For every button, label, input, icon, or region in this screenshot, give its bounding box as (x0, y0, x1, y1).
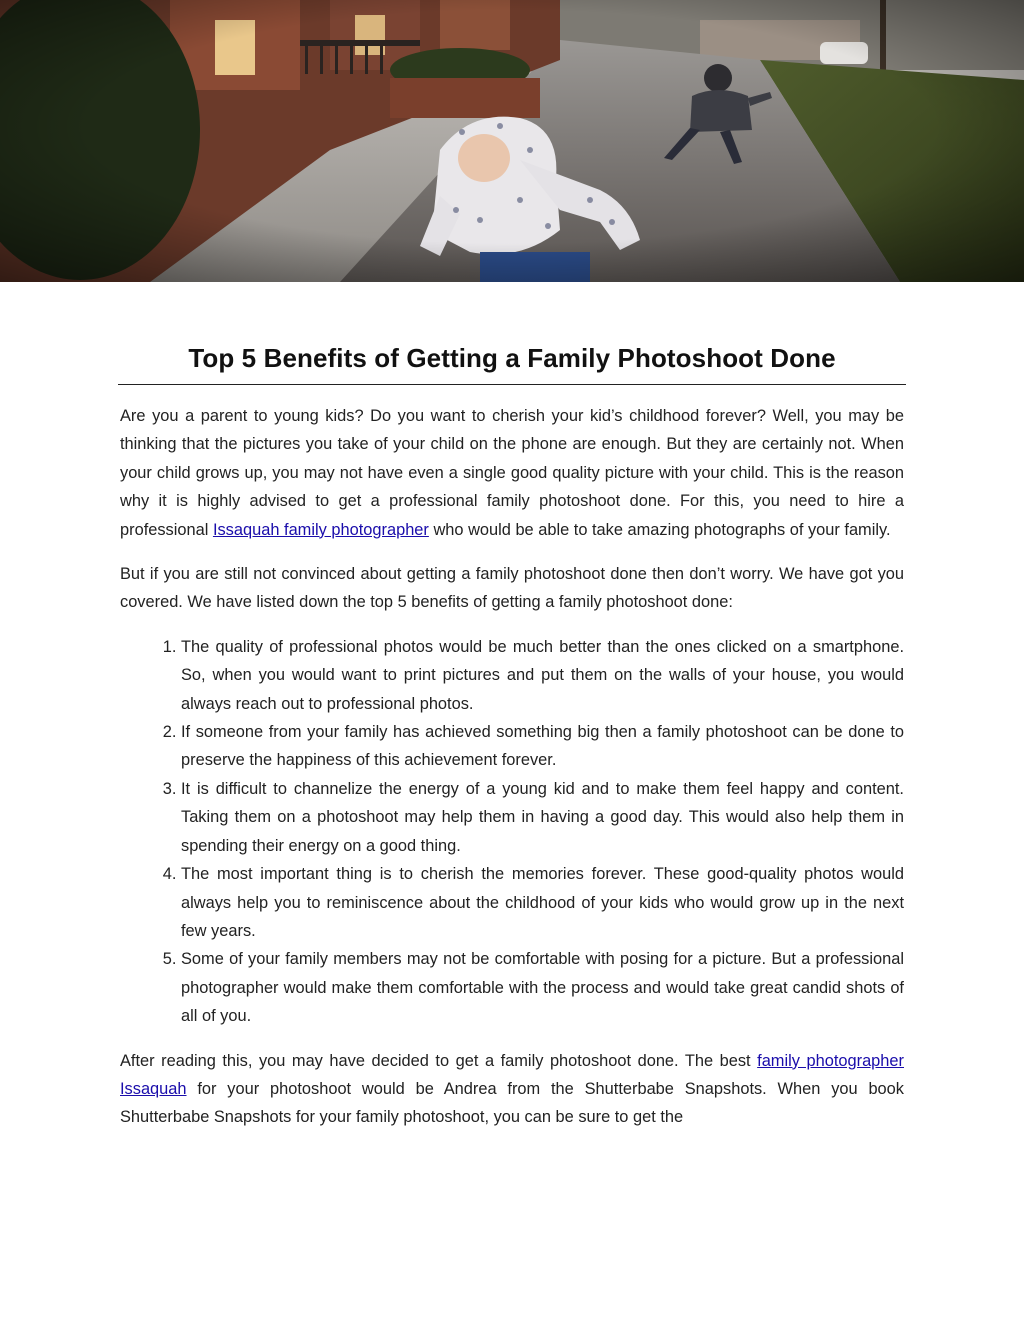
title-divider (118, 384, 906, 385)
list-item: 3. It is difficult to channelize the energy of a young kid and to make them feel happy and content. Taking them on a photoshoot may help them in having a good day. This would also help them in spending their energy on a good thing. (181, 775, 904, 860)
intro-text-end: who would be able to take amazing photographs of your family. (428, 520, 891, 539)
list-item: 1. The quality of professional photos would be much better than the ones clicked on a smartphone. So, when you would want to print pictures and put them on the walls of your house, you would always reach out to professional photos. (181, 633, 904, 718)
list-item: 5. Some of your family members may not be comfortable with posing for a picture. But a professional photographer would make them comfortable with the process and would take great candid shots of all of you. (181, 945, 904, 1030)
closing-text: After reading this, you may have decided to get a family photoshoot done. The best (120, 1051, 758, 1070)
list-item: 2. If someone from your family has achieved something big then a family photoshoot can be done to preserve the happiness of this achievement forever. (181, 718, 904, 775)
family-photographer-issaquah-link[interactable]: family photographer Issaquah (120, 1051, 904, 1098)
intro-text: Are you a parent to young kids? Do you want to cherish your kid’s childhood forever? Well, you may be thinking that the pictures you take of your child on the phone are enough. But they are certainly not. When your child grows up, you may not have even a single good quality picture with your child. This is the reason why it is highly advised to get a professional family photoshoot done. For this, you need to hire a professional (120, 407, 904, 539)
hero-photo (0, 0, 1024, 282)
closing-paragraph (120, 1047, 904, 1132)
benefits-list (120, 633, 904, 1031)
issaquah-family-photographer-link[interactable]: Issaquah family photographer (212, 520, 429, 539)
lead-in-paragraph: But if you are still not convinced about getting a family photoshoot done then don’t worry. We have got you covered. We have listed down the top 5 benefits of getting a family photoshoot done: (120, 565, 904, 612)
list-item: 4. The most important thing is to cherish the memories forever. These good-quality photos would always help you to reminiscence about the childhood of your kids who would grow up in the next few years. (181, 860, 904, 945)
article-body (120, 402, 904, 1148)
hero-illustration (0, 0, 1024, 282)
intro-paragraph (120, 402, 904, 544)
closing-text-end: for your photoshoot would be Andrea from the Shutterbabe Snapshots. When you book Shutterbabe Snapshots for your family photoshoot, you can be sure to get the (120, 1079, 904, 1127)
page-title: Top 5 Benefits of Getting a Family Photoshoot Done (188, 343, 836, 373)
